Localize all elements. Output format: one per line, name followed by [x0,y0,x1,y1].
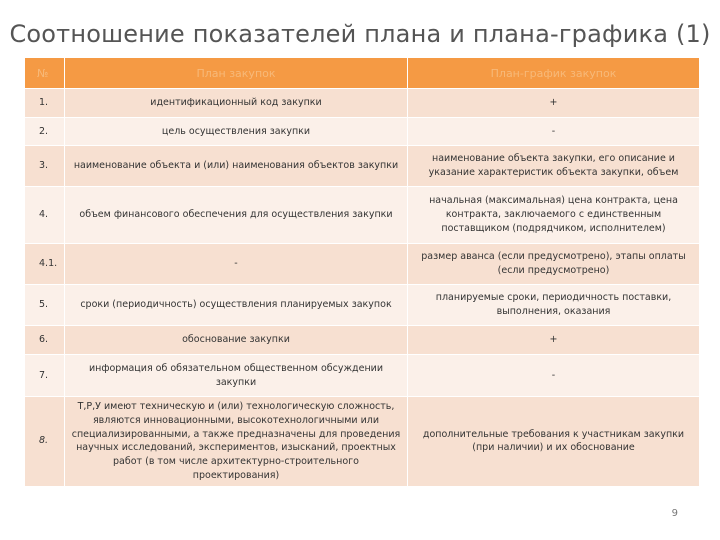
table-row [25,244,700,285]
plan-cell: объем финансового обеспечения для осуществления закупки [65,187,408,244]
schedule-cell: наименование объекта закупки, его описание и указание характеристик объекта закупки, объем [408,146,700,187]
table-row [25,397,700,487]
plan-cell: идентификационный код закупки [65,89,408,118]
plan-cell: наименование объекта и (или) наименования объектов закупки [65,146,408,187]
page-number: 9 [671,508,678,519]
column-header-schedule: План-график закупок [408,58,700,89]
schedule-cell: начальная (максимальная) цена контракта, цена контракта, заключаемого с единственным поставщиком (подрядчиком, исполнителем) [408,187,700,244]
table-row [25,118,700,146]
schedule-cell: дополнительные требования к участникам закупки (при наличии) и их обоснование [408,397,700,487]
plan-cell: информация об обязательном общественном обсуждении закупки [65,355,408,397]
page-title: Соотношение показателей плана и плана-графика (1) [9,20,711,48]
row-number: 8. [25,397,65,487]
row-number: 2. [25,118,65,146]
row-number: 7. [25,355,65,397]
row-number: 6. [25,326,65,355]
column-header-plan: План закупок [65,58,408,89]
table-row [25,285,700,326]
schedule-cell: + [408,326,700,355]
row-number: 1. [25,89,65,118]
schedule-cell: размер аванса (если предусмотрено), этапы оплаты (если предусмотрено) [408,244,700,285]
row-number: 4. [25,187,65,244]
table-row [25,355,700,397]
column-header-number: № [25,58,65,89]
plan-cell: - [65,244,408,285]
schedule-cell: планируемые сроки, периодичность поставки, выполнения, оказания [408,285,700,326]
schedule-cell: + [408,89,700,118]
table-header-row [25,58,700,89]
row-number: 3. [25,146,65,187]
comparison-table [24,57,700,487]
table-row [25,187,700,244]
schedule-cell: - [408,355,700,397]
table-row [25,146,700,187]
plan-cell: обоснование закупки [65,326,408,355]
plan-cell: Т,Р,У имеют техническую и (или) технологическую сложность, являются инновационными, высокотехнологичными или специализированными, а также предназначены для проведения научных исследований, экспериментов, изысканий, проектных работ (в том числе архитектурно-строительного проектирования) [65,397,408,487]
table-row [25,326,700,355]
plan-cell: сроки (периодичность) осуществления планируемых закупок [65,285,408,326]
row-number: 4.1. [25,244,65,285]
schedule-cell: - [408,118,700,146]
table-row [25,89,700,118]
row-number: 5. [25,285,65,326]
plan-cell: цель осуществления закупки [65,118,408,146]
